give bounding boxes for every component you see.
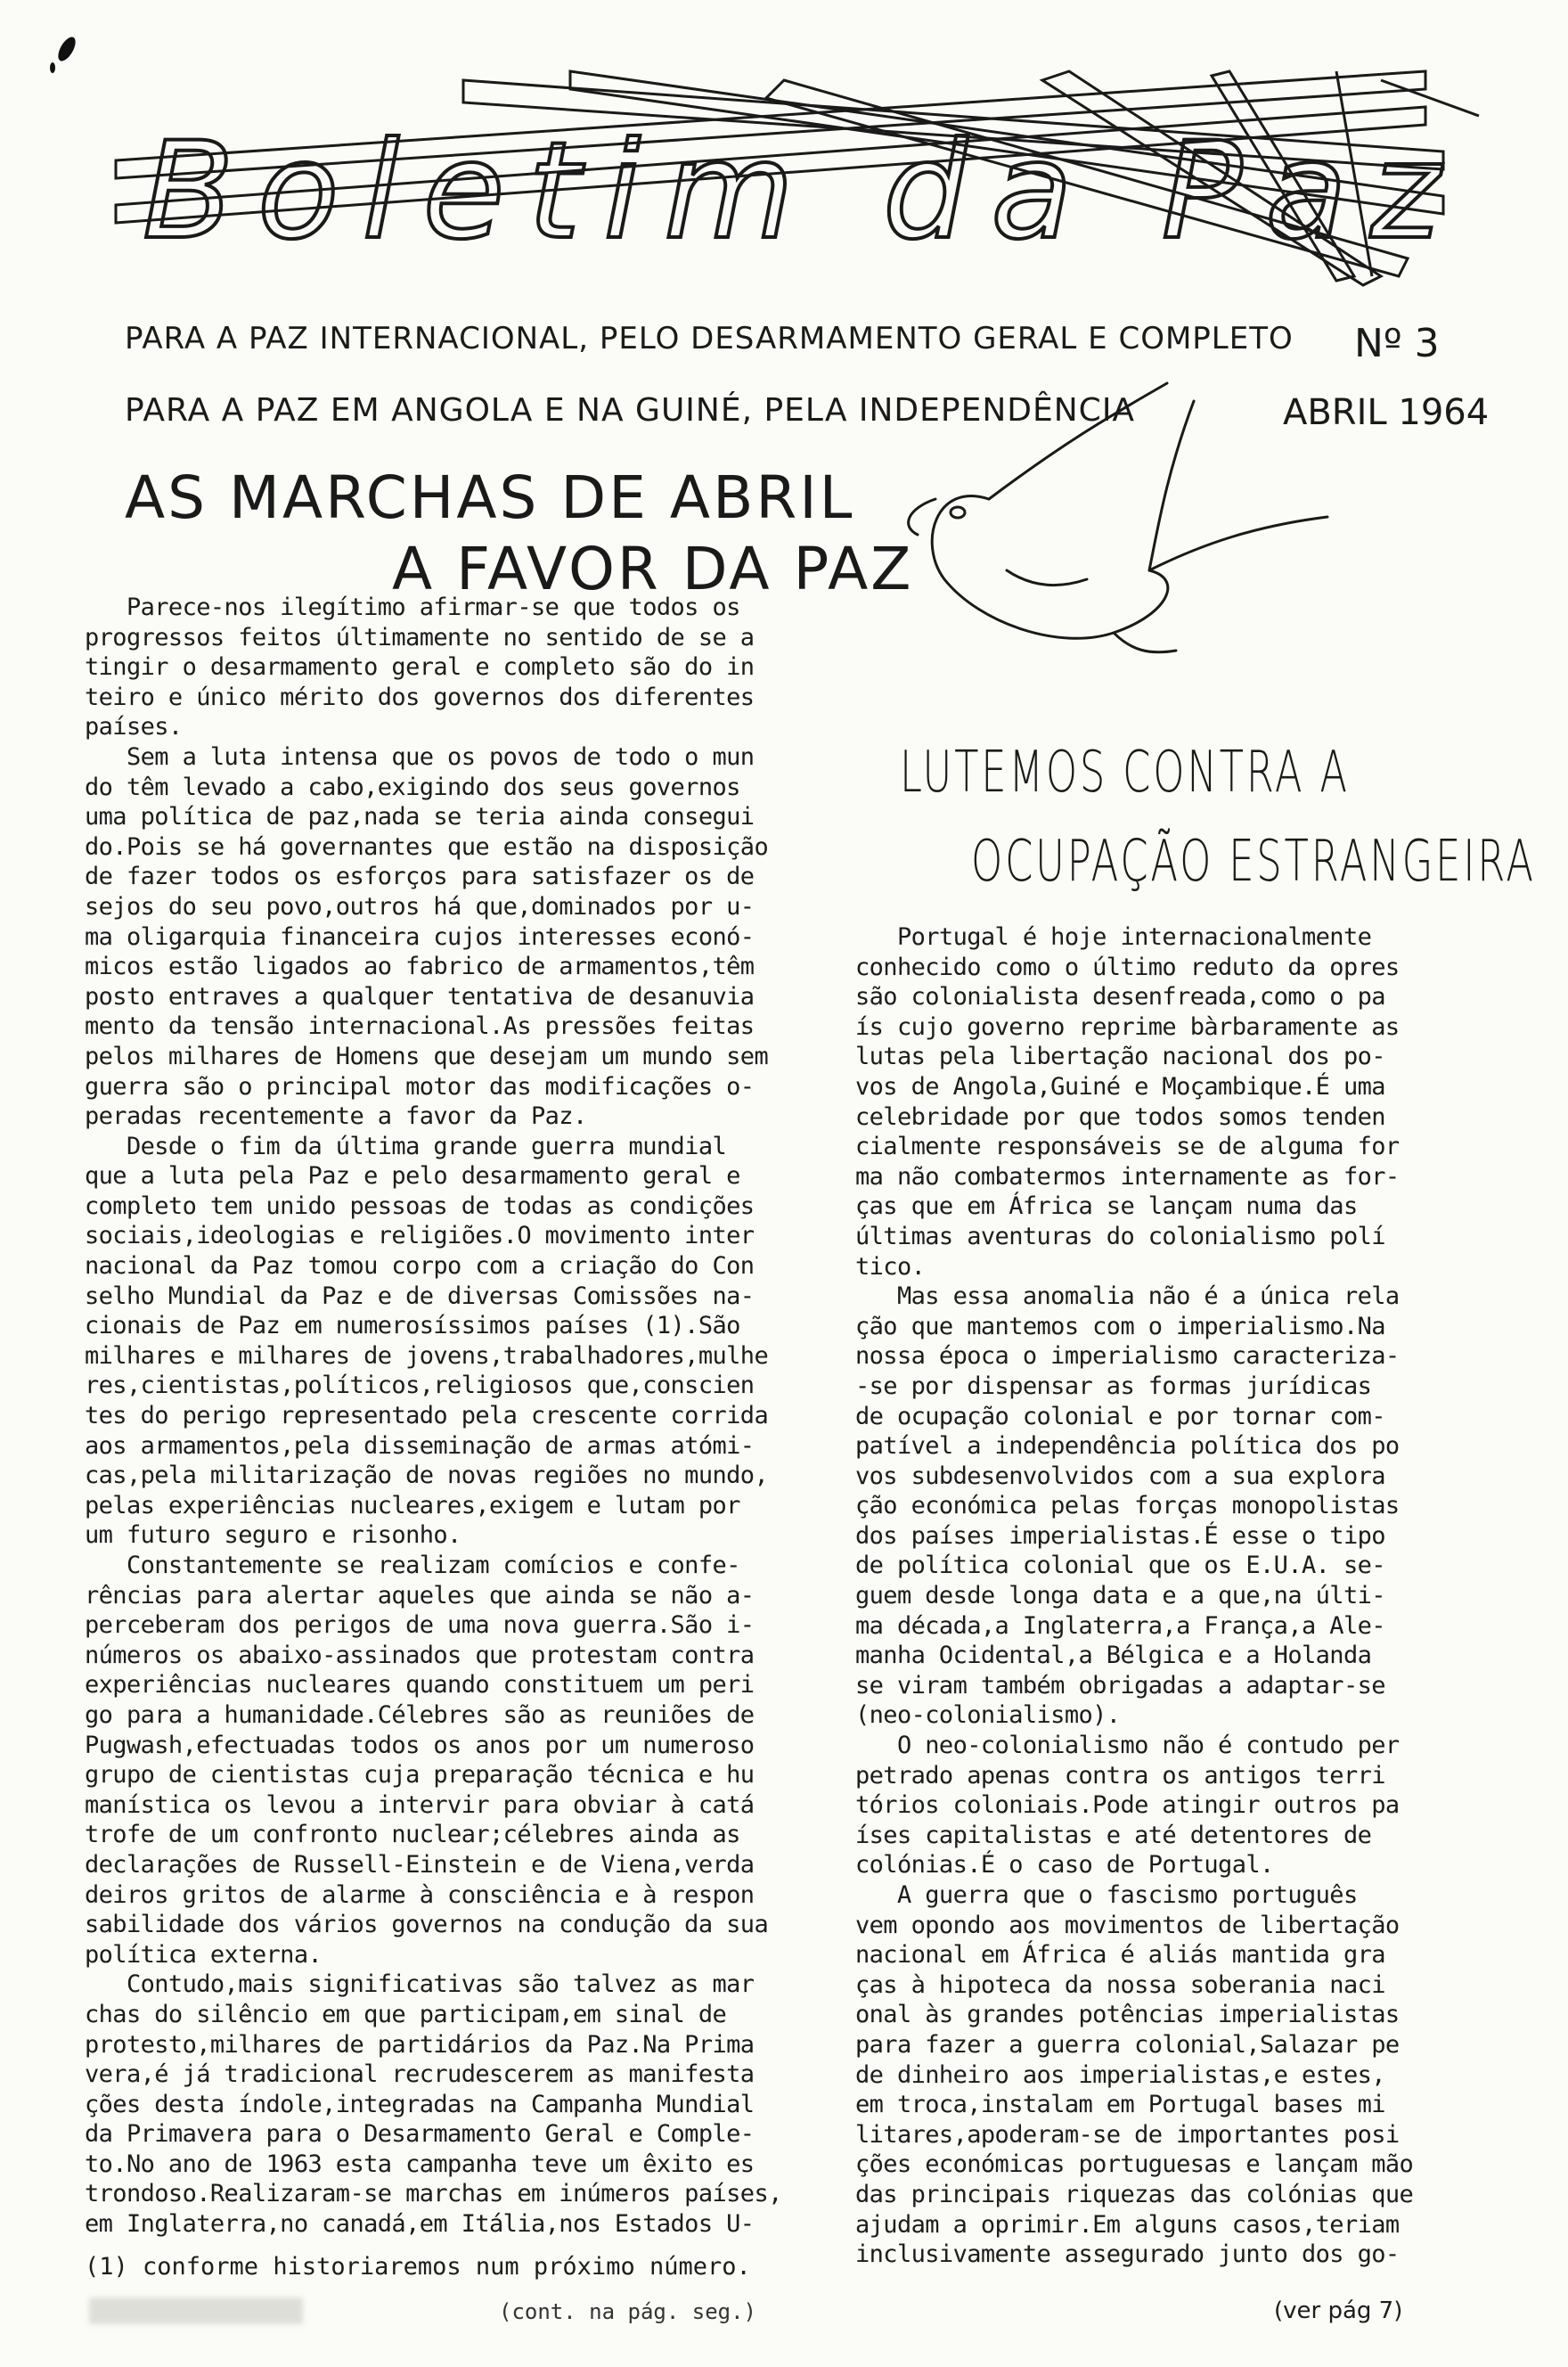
issue-date: ABRIL 1964 — [1283, 392, 1490, 433]
text-line: ças à hipoteca da nossa soberania naci — [855, 1970, 1385, 1999]
text-line: política externa. — [85, 1940, 323, 1969]
text-line: manha Ocidental,a Bélgica e a Holanda — [855, 1642, 1372, 1670]
text-line: tes do perigo representado pela crescente corrida — [85, 1402, 769, 1430]
text-line: uma política de paz,nada se teria ainda consegui — [85, 803, 755, 831]
text-line: se viram também obrigadas a adaptar-se — [855, 1671, 1385, 1699]
text-line: ma oligarquia financeira cujos interesses econó- — [85, 922, 755, 951]
ink-blot — [50, 62, 55, 73]
text-line: mento da tensão internacional.As pressões feitas — [85, 1012, 755, 1041]
text-line: manística os levou a intervir para obviar à catá — [85, 1790, 755, 1819]
text-line: nacional da Paz tomou corpo com a criação do Con — [85, 1252, 755, 1281]
continued-note-right: (ver pág 7) — [1274, 2297, 1403, 2324]
text-line: guem desde longa data e a que,na últi- — [855, 1582, 1385, 1610]
text-line: ção que mantemos com o imperialismo.Na — [855, 1312, 1385, 1340]
text-line: que a luta pela Paz e pelo desarmamento geral e — [85, 1162, 740, 1191]
text-line: grupo de cientistas cuja preparação técnica e hu — [85, 1761, 755, 1790]
text-line: celebridade por que todos somos tenden — [855, 1102, 1385, 1131]
text-line: sociais,ideologias e religiões.O movimento inter — [85, 1222, 755, 1250]
text-line: das principais riquezas das colónias que — [855, 2180, 1414, 2208]
text-line: para fazer a guerra colonial,Salazar pe — [855, 2030, 1400, 2059]
text-line: da Primavera para o Desarmamento Geral e Comple- — [85, 2120, 755, 2149]
text-line: colónias.É o caso de Portugal. — [855, 1851, 1274, 1880]
text-line: vos de Angola,Guiné e Moçambique.É uma — [855, 1072, 1385, 1101]
text-line: tico. — [855, 1252, 926, 1281]
text-line: completo tem unido pessoas de todas as condições — [85, 1192, 755, 1220]
text-line: O neo-colonialismo não é contudo per — [855, 1732, 1400, 1760]
smudge — [89, 2297, 303, 2324]
text-line: de dinheiro aos imperialistas,e estes, — [855, 2060, 1385, 2089]
text-line: dos países imperialistas.É esse o tipo — [855, 1521, 1385, 1550]
text-line: guerra são o principal motor das modificações o- — [85, 1072, 755, 1101]
masthead — [107, 53, 1497, 321]
text-line: Desde o fim da última grande guerra mundial — [85, 1132, 727, 1160]
text-line: posto entraves a qualquer tentativa de desanuvia — [85, 982, 755, 1011]
text-line: aos armamentos,pela disseminação de armas atómi- — [85, 1431, 755, 1460]
text-line: trondoso.Realizaram-se marchas em inúmeros países, — [85, 2180, 782, 2208]
text-line: go para a humanidade.Célebres são as reuniões de — [85, 1700, 755, 1729]
text-line: Contudo,mais significativas são talvez as mar — [85, 1970, 755, 1999]
text-line: perceberam dos perigos de uma nova guerra.São i- — [85, 1611, 755, 1640]
ink-blot — [54, 35, 78, 64]
text-line: experiências nucleares quando constituem um peri — [85, 1671, 755, 1699]
dove-illustration — [882, 365, 1345, 704]
text-line: to.No ano de 1963 esta campanha teve um êxito es — [85, 2150, 755, 2178]
text-line: tórios coloniais.Pode atingir outros pa — [855, 1791, 1400, 1820]
left-headline-1: AS MARCHAS DE ABRIL — [125, 463, 855, 532]
right-headline-2: OCUPAÇÃO ESTRANGEIRA — [971, 829, 1536, 895]
text-line: progressos feitos últimamente no sentido de se a — [85, 623, 755, 651]
text-line: ma década,a Inglaterra,a França,a Ale- — [855, 1611, 1385, 1640]
text-line: últimas aventuras do colonialismo polí — [855, 1222, 1385, 1250]
text-line: Constantemente se realizam comícios e confe- — [85, 1552, 740, 1579]
text-line: ções desta índole,integradas na Campanha Mundial — [85, 2090, 755, 2118]
text-line: onal às grandes potências imperialistas — [855, 2001, 1400, 2029]
text-line: nacional em África é aliás mantida gra — [855, 1941, 1385, 1970]
text-line: em Inglaterra,no canadá,em Itália,nos Estados U- — [85, 2210, 755, 2239]
text-line: ças que em África se lançam numa das — [855, 1192, 1358, 1221]
text-line: Parece-nos ilegítimo afirmar-se que todos os — [85, 594, 740, 621]
text-line: são colonialista desenfreada,como o pa — [855, 983, 1385, 1012]
subtitle-line-2: PARA A PAZ EM ANGOLA E NA GUINÉ, PELA INDEPENDÊNCIA — [125, 392, 1136, 429]
text-line: Portugal é hoje internacionalmente — [855, 923, 1372, 951]
text-line: sabilidade dos vários governos na condução da sua — [85, 1911, 769, 1939]
text-line: vem opondo aos movimentos de libertação — [855, 1911, 1400, 1939]
text-line: números os abaixo-assinados que protestam contra — [85, 1641, 755, 1669]
issue-number: Nº 3 — [1354, 321, 1440, 366]
footnote: (1) conforme historiaremos num próximo número. — [85, 2253, 751, 2281]
text-line: A guerra que o fascismo português — [855, 1881, 1358, 1909]
text-line: peradas recentemente a favor da Paz. — [85, 1102, 587, 1131]
text-line: vera,é já tradicional recrudescerem as manifesta — [85, 2060, 755, 2089]
right-headline-1: LUTEMOS CONTRA A — [900, 740, 1350, 806]
text-line: Pugwash,efectuadas todos os anos por um numeroso — [85, 1731, 755, 1759]
text-line: tingir o desarmamento geral e completo são do in — [85, 653, 755, 682]
text-line: vos subdesenvolvidos com a sua explora — [855, 1462, 1385, 1490]
text-line: petrado apenas contra os antigos terri — [855, 1761, 1385, 1790]
text-line: ma não combatermos internamente as for- — [855, 1162, 1400, 1191]
text-line: sejos do seu povo,outros há que,dominados por u- — [85, 892, 755, 921]
text-line: trofe de um confronto nuclear;célebres ainda as — [85, 1821, 740, 1849]
text-line: -se por dispensar as formas jurídicas — [855, 1372, 1372, 1400]
text-line: do.Pois se há governantes que estão na disposição — [85, 832, 769, 861]
text-line: ção económica pelas forças monopolistas — [855, 1492, 1400, 1520]
text-line: um futuro seguro e risonho. — [85, 1521, 461, 1550]
text-line: cas,pela militarização de novas regiões no mundo, — [85, 1462, 769, 1490]
continued-note-left: (cont. na pág. seg.) — [499, 2299, 756, 2324]
text-line: inclusivamente assegurado junto dos go- — [855, 2240, 1400, 2269]
text-line: milhares e milhares de jovens,trabalhadores,mulhe — [85, 1341, 769, 1370]
text-line: declarações de Russell-Einstein e de Viena,verda — [85, 1850, 755, 1879]
text-line: (neo-colonialismo). — [855, 1701, 1121, 1730]
text-line: ções económicas portuguesas e lançam mão — [855, 2150, 1414, 2179]
text-line: cialmente responsáveis se de alguma for — [855, 1133, 1400, 1161]
text-line: pelos milhares de Homens que desejam um mundo sem — [85, 1042, 769, 1070]
text-line: em troca,instalam em Portugal bases mi — [855, 2091, 1385, 2119]
text-line: ís cujo governo reprime bàrbaramente as — [855, 1012, 1400, 1041]
text-line: micos estão ligados ao fabrico de armamentos,têm — [85, 953, 755, 981]
text-line: deiros gritos de alarme à consciência e à respon — [85, 1880, 755, 1909]
text-line: de política colonial que os E.U.A. se- — [855, 1552, 1385, 1580]
text-line: nossa época o imperialismo caracteriza- — [855, 1342, 1400, 1371]
text-line: ajudam a oprimir.Em alguns casos,teriam — [855, 2210, 1400, 2239]
text-line: patível a independência política dos po — [855, 1432, 1400, 1461]
text-line: litares,apoderam-se de importantes posi — [855, 2120, 1400, 2149]
text-line: Sem a luta intensa que os povos de todo o mun — [85, 742, 755, 771]
masthead-title: Boletim da Paz — [143, 114, 1464, 269]
text-line: rências para alertar aqueles que ainda se não a- — [85, 1581, 755, 1609]
text-line: protesto,milhares de partidários da Paz.Na Prima — [85, 2030, 755, 2059]
text-line: de ocupação colonial e por tornar com- — [855, 1402, 1385, 1430]
text-line: conhecido como o último reduto da opres — [855, 953, 1400, 981]
left-headline-2: A FAVOR DA PAZ — [392, 535, 914, 603]
text-line: lutas pela libertação nacional dos po- — [855, 1043, 1385, 1071]
text-line: íses capitalistas e até detentores de — [855, 1821, 1372, 1849]
text-line: pelas experiências nucleares,exigem e lutam por — [85, 1491, 740, 1519]
text-line: teiro e único mérito dos governos dos diferentes — [85, 683, 755, 711]
text-line: Mas essa anomalia não é a única rela — [855, 1282, 1400, 1311]
text-line: cionais de Paz em numerosíssimos países (1).São — [85, 1312, 740, 1340]
text-line: do têm levado a cabo,exigindo dos seus governos — [85, 773, 740, 801]
text-line: selho Mundial da Paz e de diversas Comissões na- — [85, 1282, 755, 1310]
left-article-body — [85, 593, 851, 2240]
text-line: chas do silêncio em que participam,em sinal de — [85, 2000, 727, 2028]
text-line: países. — [85, 713, 183, 741]
right-article-body — [855, 922, 1497, 2270]
text-line: res,cientistas,políticos,religiosos que,conscien — [85, 1372, 755, 1400]
subtitle-line-1: PARA A PAZ INTERNACIONAL, PELO DESARMAMENTO GERAL E COMPLETO — [125, 321, 1294, 356]
text-line: de fazer todos os esforços para satisfazer os de — [85, 863, 755, 891]
